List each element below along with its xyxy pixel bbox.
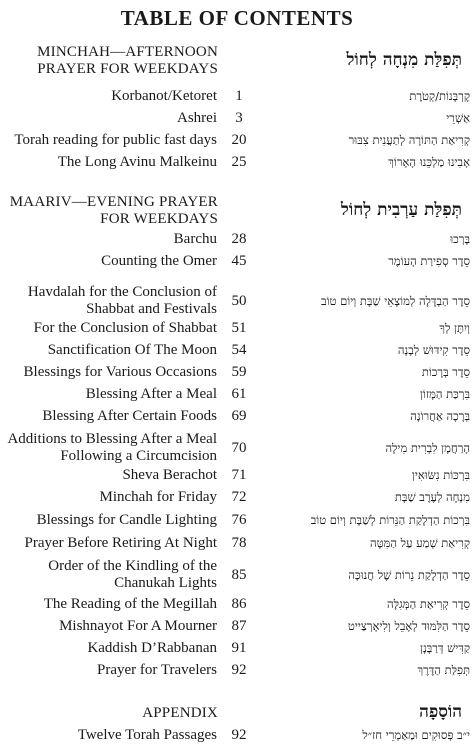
page-number: 87	[231, 618, 247, 634]
entry-title: Twelve Torah Passages	[77, 727, 217, 743]
entry-title-hebrew: קְרִיאַת שְׁמַע עַל הַמִּטָּה	[369, 536, 470, 550]
entry-title-hebrew: אָבִינוּ מַלְכֵּנוּ הָאָרוֹךְ	[388, 155, 470, 169]
entry-title-hebrew: תְּפִלַּת הַדֶּרֶךְ	[417, 663, 470, 677]
page-number: 50	[231, 293, 247, 309]
entry-title-hebrew: קְרִיאַת הַתּוֹרָה לְתַעֲנִית צִבּוּר	[348, 133, 470, 147]
entry-title: Sheva Berachot	[122, 467, 217, 483]
entry-title-hebrew: קַדִּישׁ דְּרַבָּנָן	[420, 641, 470, 655]
page-number: 91	[231, 640, 247, 656]
section-title-en: MINCHAH—AFTERNOON PRAYER FOR WEEKDAYS	[37, 44, 218, 77]
entry-title-hebrew: אַשְׁרֵי	[446, 111, 470, 125]
page-number: 45	[231, 253, 247, 269]
entry-title: Blessings for Various Occasions	[23, 364, 217, 380]
entry-title-hebrew: סֵדֶר קִידּוּשׁ לְבָנָה	[397, 343, 470, 357]
page-number: 61	[231, 386, 247, 402]
entry-title: Blessing After a Meal	[85, 386, 217, 402]
entry-title-hebrew: בִּרְכּוֹת נִשּׂוּאִין	[411, 468, 470, 482]
page-title: TABLE OF CONTENTS	[120, 6, 354, 30]
entry-title-hebrew: בְּרָכָה אַחֲרוֹנָה	[410, 409, 470, 423]
section-title-he: תְּפִלַּת מִנְחָה לְחוֹל	[346, 50, 462, 70]
entry-title: Ashrei	[177, 110, 217, 126]
page-number: 85	[231, 567, 247, 583]
entry-title-hebrew: סֵדֶר סְפִירַת הָעוֹמֶר	[388, 254, 470, 268]
entry-title-hebrew: סֵדֶר הַדְלָקַת נֵרוֹת שֶׁל חֲנוּכָּה	[348, 568, 470, 582]
entry-title-hebrew: בִּרְכוֹת הַדְלָקַת הַנֵּרוֹת לְשַׁבָּת וְיוֹם טוֹב	[310, 513, 470, 527]
section-title-en: APPENDIX	[142, 705, 218, 721]
entry-title: Additions to Blessing After a Meal Following a Circumcision	[7, 431, 217, 464]
entry-title-hebrew: סֵדֶר בְּרָכוֹת	[421, 365, 470, 379]
page-number: 1	[235, 88, 243, 104]
entry-title-hebrew: סֵדֶר הַלִּמּוּד לְאָבֵל וְלִיאָרְצַייט	[347, 619, 470, 633]
entry-title: Mishnayot For A Mourner	[59, 618, 217, 634]
page-number: 92	[231, 662, 247, 678]
section-title-he: תְּפִלַּת עַרְבִית לְחוֹל	[340, 200, 462, 220]
entry-title-hebrew: י״ב פְּסוּקִים וּמַאַמְרֵי חז״ל	[362, 728, 470, 742]
page-number: 72	[231, 489, 247, 505]
entry-title: Prayer Before Retiring At Night	[24, 535, 217, 551]
entry-title: Counting the Omer	[101, 253, 217, 269]
entry-title: Kaddish D’Rabbanan	[87, 640, 217, 656]
page-number: 78	[231, 535, 247, 551]
entry-title-hebrew: בָּרְכוּ	[450, 232, 470, 246]
page-number: 59	[231, 364, 247, 380]
page-number: 25	[231, 154, 247, 170]
page-number: 54	[231, 342, 247, 358]
section-title-en: MAARIV—EVENING PRAYER FOR WEEKDAYS	[9, 194, 218, 227]
entry-title: Blessings for Candle Lighting	[36, 512, 217, 528]
entry-title: Torah reading for public fast days	[14, 132, 217, 148]
entry-title-hebrew: קָרְבָּנוֹת/קְטֹרֶת	[409, 89, 470, 103]
page-number: 86	[231, 596, 247, 612]
entry-title-hebrew: וְיִתֶּן לְךָ	[439, 321, 470, 335]
page-number: 70	[231, 440, 247, 456]
entry-title: For the Conclusion of Shabbat	[33, 320, 217, 336]
page-number: 51	[231, 320, 247, 336]
entry-title: The Reading of the Megillah	[43, 596, 217, 612]
page-number: 69	[231, 408, 247, 424]
entry-title-hebrew: סֵדֶר קְרִיאַת הַמְּגִלָּה	[387, 597, 470, 611]
page-number: 92	[231, 727, 247, 743]
page-number: 20	[231, 132, 247, 148]
entry-title-hebrew: סֵדֶר הַבְדָּלָה לְמוֹצָאֵי שַׁבָּת וְיוֹם טוֹב	[321, 294, 470, 308]
page-number: 3	[235, 110, 243, 126]
page-number: 71	[231, 467, 247, 483]
page-number: 28	[231, 231, 247, 247]
entry-title: Barchu	[173, 231, 217, 247]
section-title-he: הוֹסָפָה	[419, 702, 462, 722]
entry-title: Order of the Kindling of the Chanukah Lights	[48, 558, 217, 591]
entry-title: Prayer for Travelers	[97, 662, 217, 678]
entry-title: Minchah for Friday	[99, 489, 217, 505]
entry-title: Korbanot/Ketoret	[111, 88, 217, 104]
entry-title-hebrew: מִנְחָה לְעֶרֶב שַׁבָּת	[394, 490, 470, 504]
entry-title-hebrew: בִּרְכַּת הַמָּזוֹן	[420, 387, 470, 401]
page-number: 76	[231, 512, 247, 528]
entry-title: Havdalah for the Conclusion of Shabbat and Festivals	[27, 284, 217, 317]
entry-title: Blessing After Certain Foods	[42, 408, 217, 424]
entry-title: The Long Avinu Malkeinu	[57, 154, 217, 170]
entry-title-hebrew: הָרַחֲמָן לִבְרִית מִילָה	[385, 441, 470, 455]
entry-title: Sanctification Of The Moon	[47, 342, 217, 358]
